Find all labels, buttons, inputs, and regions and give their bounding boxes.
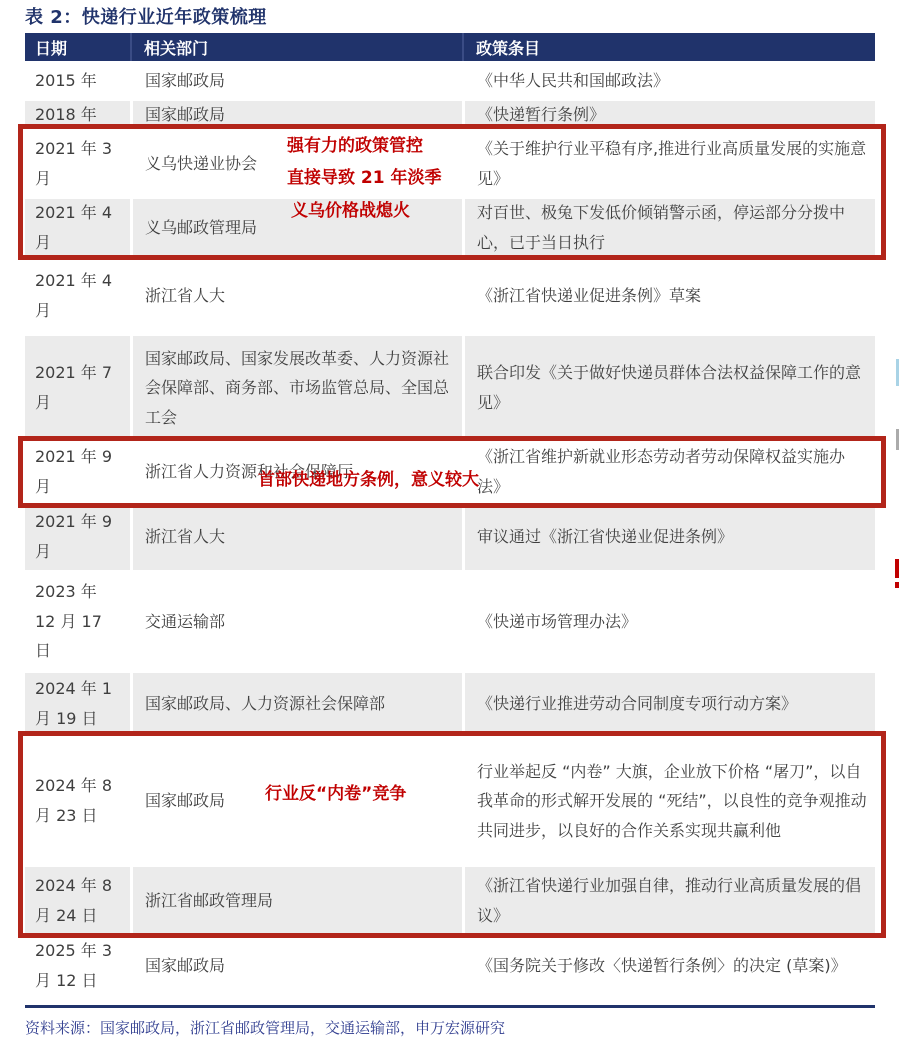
row-policy: 《浙江省快递业促进条例》草案 (462, 256, 875, 336)
table-row (25, 101, 875, 129)
source-note: 资料来源：国家邮政局，浙江省邮政管理局，交通运输部，申万宏源研究 (25, 1019, 506, 1037)
edge-artifact (895, 559, 899, 578)
row-date: 2018 年 (35, 105, 97, 125)
row-policy: 行业举起反 “内卷” 大旗，企业放下价格 “屠刀”，以自我革命的形式解开发展的 “死结”，以良性的竞争观推动共同进步，以良好的合作关系实现共赢利他 (462, 735, 875, 867)
row-date: 2021 年 4 月 (35, 271, 113, 320)
row-department: 国家邮政局 (130, 101, 462, 129)
edge-artifact (895, 582, 899, 588)
row-policy: 《快递行业推进劳动合同制度专项行动方案》 (462, 673, 875, 735)
row-policy: 《中华人民共和国邮政法》 (462, 61, 875, 101)
table-row (25, 61, 875, 101)
row-date: 2021 年 4 月 (35, 202, 113, 252)
row-department: 国家邮政局 (130, 735, 462, 867)
row-date: 2025 年 3 月 12 日 (35, 941, 113, 990)
table-row (25, 867, 875, 934)
row-date: 2015 年 (35, 71, 97, 91)
row-department: 国家邮政局 (130, 61, 462, 101)
row-department: 国家邮政局、国家发展改革委、人力资源社会保障部、商务部、市场监管总局、全国总工会 (130, 336, 462, 440)
header-policy: 政策条目 (462, 33, 875, 61)
row-department: 浙江省人力资源和社会保障厅 (130, 440, 462, 504)
row-department: 交通运输部 (130, 570, 462, 673)
table-row (25, 129, 875, 199)
row-department: 浙江省邮政管理局 (130, 867, 462, 934)
table-row (25, 673, 875, 735)
row-department: 义乌快递业协会 (130, 129, 462, 199)
annotation-2021-offseason: 直接导致 21 年淡季 (287, 168, 442, 188)
annotation-first-local-regulation: 首部快递地方条例，意义较大 (258, 470, 479, 490)
table-row (25, 336, 875, 440)
table-row (25, 199, 875, 256)
row-policy: 《快递暂行条例》 (462, 101, 875, 129)
row-date: 2021 年 3 月 (35, 139, 113, 188)
row-policy: 联合印发《关于做好快递员群体合法权益保障工作的意见》 (462, 336, 875, 440)
row-policy: 《浙江省维护新就业形态劳动者劳动保障权益实施办法》 (462, 440, 875, 504)
table-title: 表 2：快递行业近年政策梳理 (25, 7, 267, 28)
row-policy: 《浙江省快递行业加强自律，推动行业高质量发展的倡议》 (462, 867, 875, 934)
row-date: 2024 年 8 月 24 日 (35, 875, 113, 925)
annotation-policy-control: 强有力的政策管控 (287, 136, 423, 156)
annotation-anti-involution: 行业反“内卷”竞争 (265, 784, 407, 804)
row-date: 2024 年 1 月 19 日 (35, 679, 113, 728)
table-header-row (25, 33, 875, 61)
row-department: 浙江省人大 (130, 504, 462, 570)
row-department: 浙江省人大 (130, 256, 462, 336)
table-row (25, 256, 875, 336)
table-row (25, 440, 875, 504)
row-policy: 审议通过《浙江省快递业促进条例》 (462, 504, 875, 570)
table-row (25, 570, 875, 673)
row-policy: 《国务院关于修改〈快递暂行条例〉的决定 (草案)》 (462, 934, 875, 998)
table-row (25, 735, 875, 867)
policy-table (25, 33, 875, 998)
header-date: 日期 (35, 38, 68, 58)
row-date: 2024 年 8 月 23 日 (35, 776, 113, 825)
row-department: 国家邮政局、人力资源社会保障部 (130, 673, 462, 735)
row-date: 2021 年 7 月 (35, 363, 113, 412)
row-policy: 《快递市场管理办法》 (462, 570, 875, 673)
row-date: 2021 年 9 月 (35, 512, 113, 561)
row-date: 2023 年 12 月 17 日 (35, 582, 102, 661)
row-department: 义乌邮政管理局 (130, 199, 462, 256)
row-policy: 《关于维护行业平稳有序,推进行业高质量发展的实施意见》 (462, 129, 875, 199)
row-date: 2021 年 9 月 (35, 447, 113, 496)
table-body (25, 61, 875, 998)
table-row (25, 934, 875, 998)
row-policy: 对百世、极兔下发低价倾销警示函，停运部分分拨中心，已于当日执行 (462, 199, 875, 256)
table-row (25, 504, 875, 570)
header-department: 相关部门 (130, 33, 462, 61)
row-department: 国家邮政局 (130, 934, 462, 998)
annotation-yiwu-price-war-end: 义乌价格战熄火 (291, 201, 410, 221)
table-bottom-rule (25, 1005, 875, 1008)
